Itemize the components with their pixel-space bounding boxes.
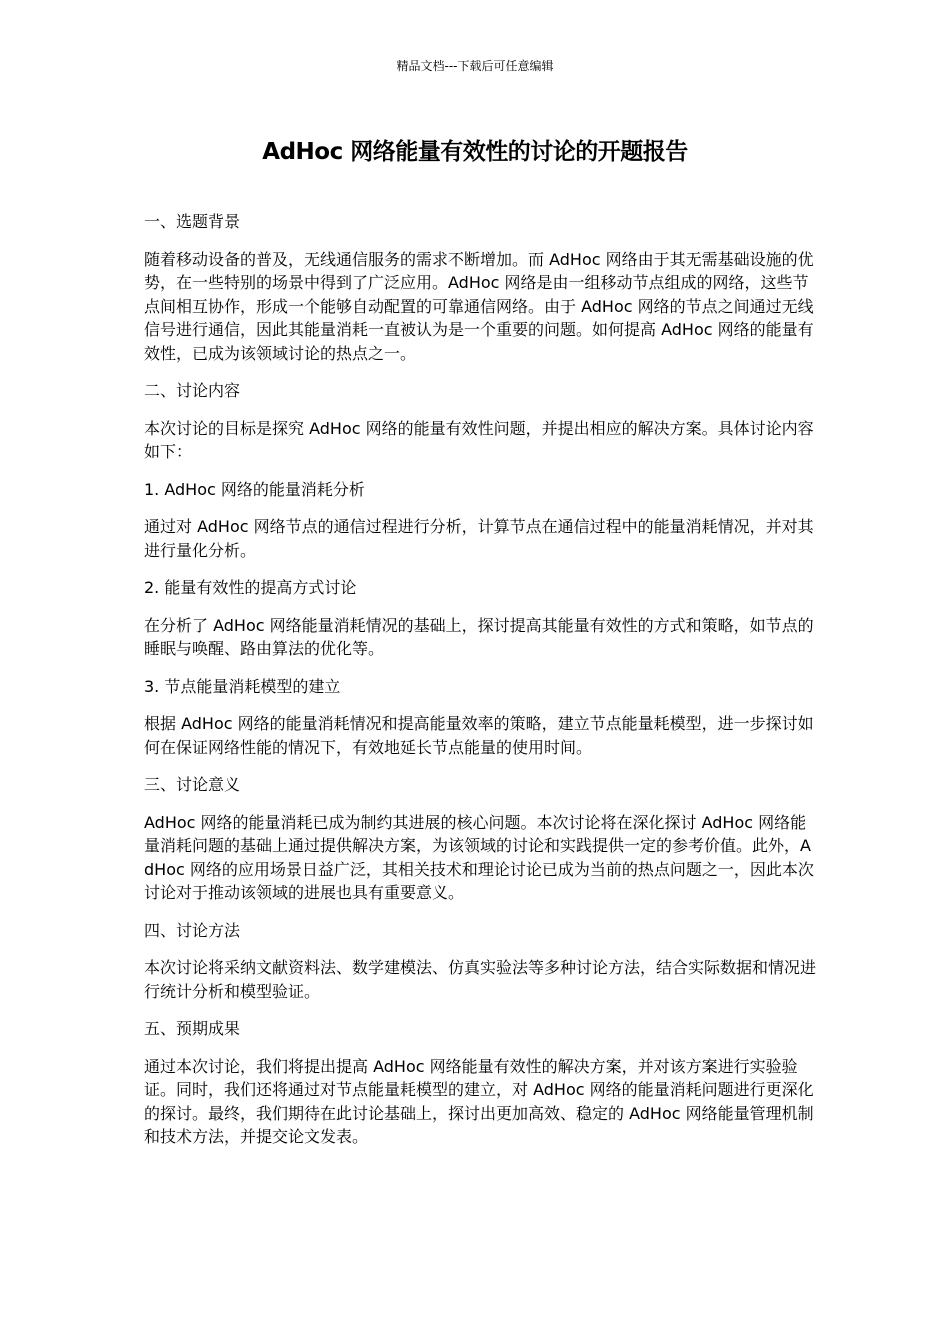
section-heading-methods: 四、讨论方法 bbox=[144, 920, 241, 940]
section-heading-background: 一、选题背景 bbox=[144, 212, 241, 231]
page-header: 精品文档---下载后可任意编辑 bbox=[396, 59, 554, 73]
paragraph-methods: 本次讨论将采纳文献资料法、数学建模法、仿真实验法等多种讨论方法，结合实际数据和情况进行统计分析和模型验证。 bbox=[144, 958, 817, 1001]
paragraph-energy-analysis: 通过对 AdHoc 网络节点的通信过程进行分析，计算节点在通信过程中的能量消耗情况，并对其进行量化分析。 bbox=[144, 517, 814, 560]
subsection-heading-efficiency-methods: 2. 能量有效性的提高方式讨论 bbox=[144, 578, 357, 597]
paragraph-background: 随着移动设备的普及，无线通信服务的需求不断增加。而 AdHoc 网络由于其无需基础设施的优势，在一些特别的场景中得到了广泛应用。AdHoc 网络是由一组移动节点组成的网络，这些节点间相互协作，形成一个能够自动配置的可靠通信网络。由于 AdHoc 网络的节点之间通过无线信号进行通信，因此其能量消耗一直被认为是一个重要的问题。如何提高 AdHoc 网络的能量有效性，已成为该领域讨论的热点之一。 bbox=[144, 249, 814, 363]
section-heading-results: 五、预期成果 bbox=[144, 1019, 241, 1038]
subsection-heading-energy-model: 3. 节点能量消耗模型的建立 bbox=[144, 676, 341, 696]
paragraph-content-intro: 本次讨论的目标是探究 AdHoc 网络的能量有效性问题，并提出相应的解决方案。具体讨论内容如下： bbox=[144, 418, 814, 461]
subsection-heading-energy-analysis: 1. AdHoc 网络的能量消耗分析 bbox=[144, 479, 365, 499]
paragraph-significance: AdHoc 网络的能量消耗已成为制约其进展的核心问题。本次讨论将在深化探讨 AdHoc 网络能量消耗问题的基础上通过提供解决方案，为该领域的讨论和实践提供一定的参考价值。此外，AdHoc 网络的应用场景日益广泛，其相关技术和理论讨论已成为当前的热点问题之一，因此本次讨论对于推动该领域的进展也具有重要意义。 bbox=[144, 812, 814, 902]
document-title: AdHoc 网络能量有效性的讨论的开题报告 bbox=[262, 139, 688, 165]
document-body bbox=[144, 210, 816, 1163]
paragraph-efficiency-methods: 在分析了 AdHoc 网络能量消耗情况的基础上，探讨提高其能量有效性的方式和策略，如节点的睡眠与唤醒、路由算法的优化等。 bbox=[144, 615, 814, 658]
section-heading-significance: 三、讨论意义 bbox=[144, 775, 241, 794]
paragraph-energy-model: 根据 AdHoc 网络的能量消耗情况和提高能量效率的策略，建立节点能量耗模型，进一步探讨如何在保证网络性能的情况下，有效地延长节点能量的使用时间。 bbox=[144, 714, 814, 757]
paragraph-results: 通过本次讨论，我们将提出提高 AdHoc 网络能量有效性的解决方案，并对该方案进行实验验证。同时，我们还将通过对节点能量耗模型的建立，对 AdHoc 网络的能量消耗问题进行更深化的探讨。最终，我们期待在此讨论基础上，探讨出更加高效、稳定的 AdHoc 网络能量管理机制和技术方法，并提交论文发表。 bbox=[144, 1056, 814, 1146]
section-heading-content: 二、讨论内容 bbox=[144, 381, 241, 400]
